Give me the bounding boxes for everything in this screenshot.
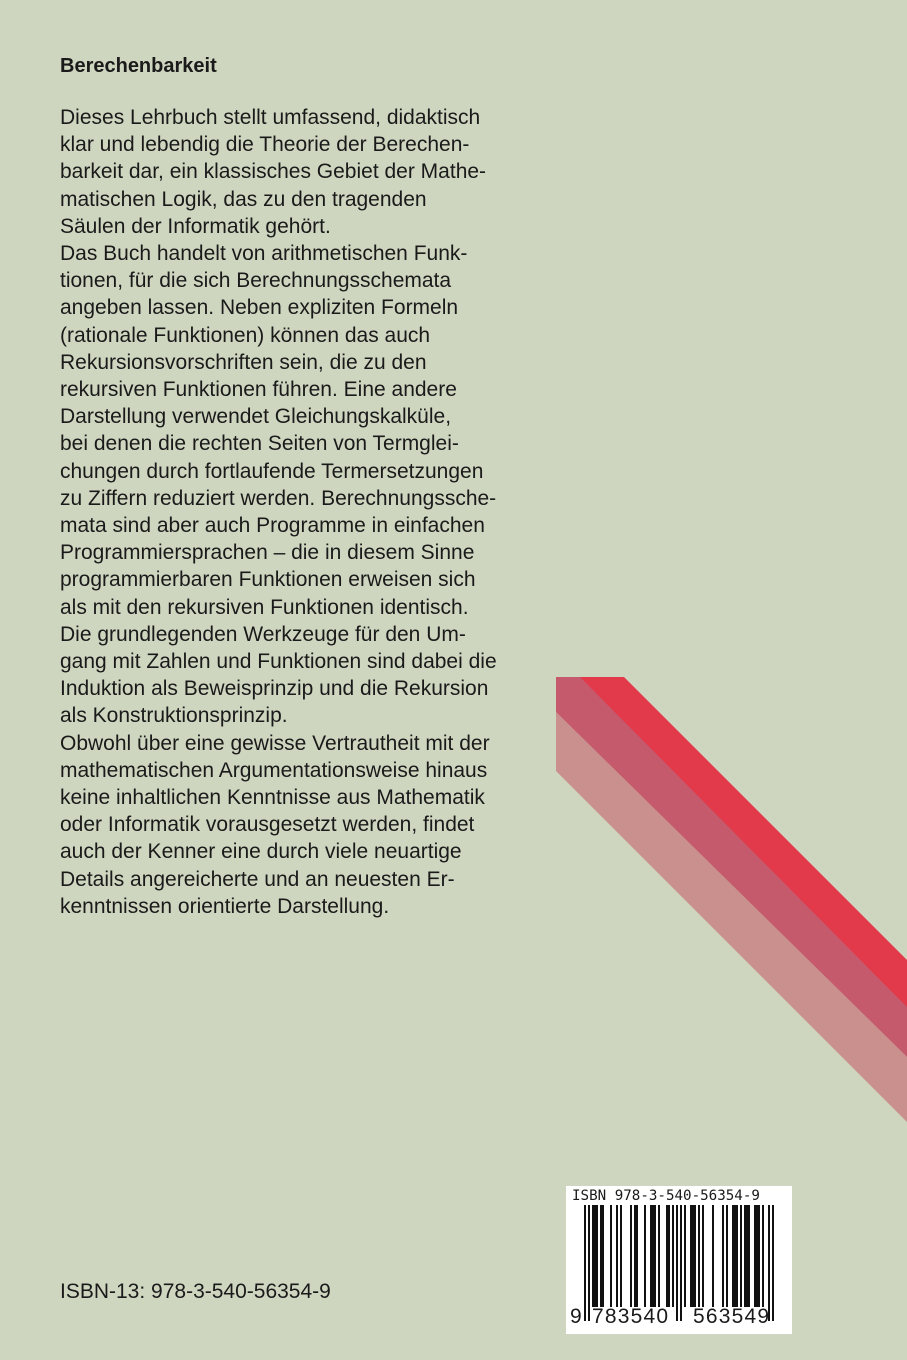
barcode-bar bbox=[666, 1205, 668, 1307]
barcode-bar bbox=[754, 1205, 756, 1307]
barcode-bar bbox=[602, 1205, 604, 1307]
isbn-13-label: ISBN-13: 978-3-540-56354-9 bbox=[60, 1280, 331, 1303]
barcode-guard-bar bbox=[772, 1205, 774, 1321]
description-line: Induktion als Beweisprinzip und die Rekursion bbox=[60, 677, 489, 701]
barcode-bar bbox=[736, 1205, 738, 1307]
barcode-bar bbox=[740, 1205, 742, 1307]
barcode-bar bbox=[668, 1205, 670, 1307]
barcode-bar bbox=[690, 1205, 692, 1307]
description-line: Darstellung verwendet Gleichungskalküle, bbox=[60, 405, 452, 429]
description-line: auch der Kenner eine durch viele neuartige bbox=[60, 840, 462, 864]
barcode-bar bbox=[654, 1205, 656, 1307]
barcode-bar bbox=[600, 1205, 602, 1307]
barcode-guard-bar bbox=[584, 1205, 586, 1321]
description-line: chungen durch fortlaufende Termersetzungen bbox=[60, 459, 484, 483]
barcode-bar bbox=[702, 1205, 704, 1307]
barcode-bar bbox=[650, 1205, 652, 1307]
barcode-bar bbox=[658, 1205, 660, 1307]
barcode-bar bbox=[634, 1205, 636, 1307]
barcode-bar bbox=[726, 1205, 728, 1307]
description-line: (rationale Funktionen) können das auch bbox=[60, 323, 431, 347]
description-line: bei denen die rechten Seiten von Termglei- bbox=[60, 432, 459, 456]
barcode-bar bbox=[732, 1205, 734, 1307]
book-description bbox=[60, 104, 560, 920]
barcode-bar bbox=[746, 1205, 748, 1307]
barcode-isbn-text: ISBN 978-3-540-56354-9 bbox=[572, 1188, 760, 1204]
book-title: Berechenbarkeit bbox=[60, 55, 217, 77]
barcode-bar bbox=[692, 1205, 694, 1307]
barcode-bar bbox=[630, 1205, 632, 1307]
description-line: Details angereicherte und an neuesten Er- bbox=[60, 867, 455, 891]
barcode-guard-bar bbox=[676, 1205, 678, 1321]
description-line: Rekursionsvorschriften sein, die zu den bbox=[60, 350, 427, 374]
description-line: tionen, für die sich Berechnungsschemata bbox=[60, 269, 452, 293]
barcode-right-digits: 563549 bbox=[693, 1305, 771, 1328]
description-line: rekursiven Funktionen führen. Eine andere bbox=[60, 378, 457, 402]
barcode-bar bbox=[684, 1205, 686, 1307]
barcode-guard-bar bbox=[768, 1205, 770, 1321]
barcode-bar bbox=[734, 1205, 736, 1307]
description-line: als Konstruktionsprinzip. bbox=[60, 704, 288, 728]
barcode-bar bbox=[644, 1205, 646, 1307]
barcode-bar bbox=[616, 1205, 618, 1307]
barcode-bar bbox=[722, 1205, 724, 1307]
barcode-bar bbox=[756, 1205, 758, 1307]
barcode-bar bbox=[712, 1205, 714, 1307]
description-line: mata sind aber auch Programme in einfachen bbox=[60, 514, 485, 538]
barcode-guard-bar bbox=[680, 1205, 682, 1321]
barcode-bar bbox=[652, 1205, 654, 1307]
description-line: als mit den rekursiven Funktionen identisch. bbox=[60, 595, 469, 619]
stripe-mid bbox=[556, 677, 907, 1057]
barcode-bar bbox=[610, 1205, 612, 1307]
description-line: oder Informatik vorausgesetzt werden, findet bbox=[60, 813, 475, 837]
description-line: Dieses Lehrbuch stellt umfassend, didaktisch bbox=[60, 106, 481, 129]
barcode-bar bbox=[592, 1205, 594, 1307]
description-line: Obwohl über eine gewisse Vertrautheit mit der bbox=[60, 731, 490, 755]
description-line: keine inhaltlichen Kenntnisse aus Mathematik bbox=[60, 786, 485, 810]
description-line: programmierbaren Funktionen erweisen sich bbox=[60, 568, 476, 592]
description-line: angeben lassen. Neben expliziten Formeln bbox=[60, 296, 459, 320]
description-line: Säulen der Informatik gehört. bbox=[60, 214, 331, 238]
barcode-guard-bar bbox=[588, 1205, 590, 1321]
barcode-bar bbox=[744, 1205, 746, 1307]
description-line: barkeit dar, ein klassisches Gebiet der Mathe- bbox=[60, 160, 487, 184]
description-line: klar und lebendig die Theorie der Berechen- bbox=[60, 133, 470, 157]
description-line: Das Buch handelt von arithmetischen Funk- bbox=[60, 242, 468, 266]
barcode-bar bbox=[620, 1205, 622, 1307]
barcode-bar bbox=[762, 1205, 764, 1307]
description-line: Die grundlegenden Werkzeuge für den Um- bbox=[60, 622, 466, 646]
barcode-bar bbox=[758, 1205, 760, 1307]
barcode-bar bbox=[694, 1205, 696, 1307]
description-line: matischen Logik, das zu den tragenden bbox=[60, 187, 427, 211]
description-line: kenntnissen orientierte Darstellung. bbox=[60, 894, 390, 918]
description-line: gang mit Zahlen und Funktionen sind dabei die bbox=[60, 650, 497, 674]
barcode-first-digit: 9 bbox=[570, 1305, 582, 1328]
barcode-left-digits: 783540 bbox=[592, 1305, 670, 1328]
barcode-bar bbox=[748, 1205, 750, 1307]
barcode-bar bbox=[596, 1205, 598, 1307]
description-line: Programmiersprachen – die in diesem Sinne bbox=[60, 541, 475, 565]
barcode-bar bbox=[594, 1205, 596, 1307]
barcode-bar bbox=[698, 1205, 700, 1307]
barcode-bar bbox=[636, 1205, 638, 1307]
description-line: zu Ziffern reduziert werden. Berechnungssche- bbox=[60, 486, 497, 510]
barcode-bar bbox=[672, 1205, 674, 1307]
description-line: mathematischen Argumentationsweise hinaus bbox=[60, 758, 488, 782]
